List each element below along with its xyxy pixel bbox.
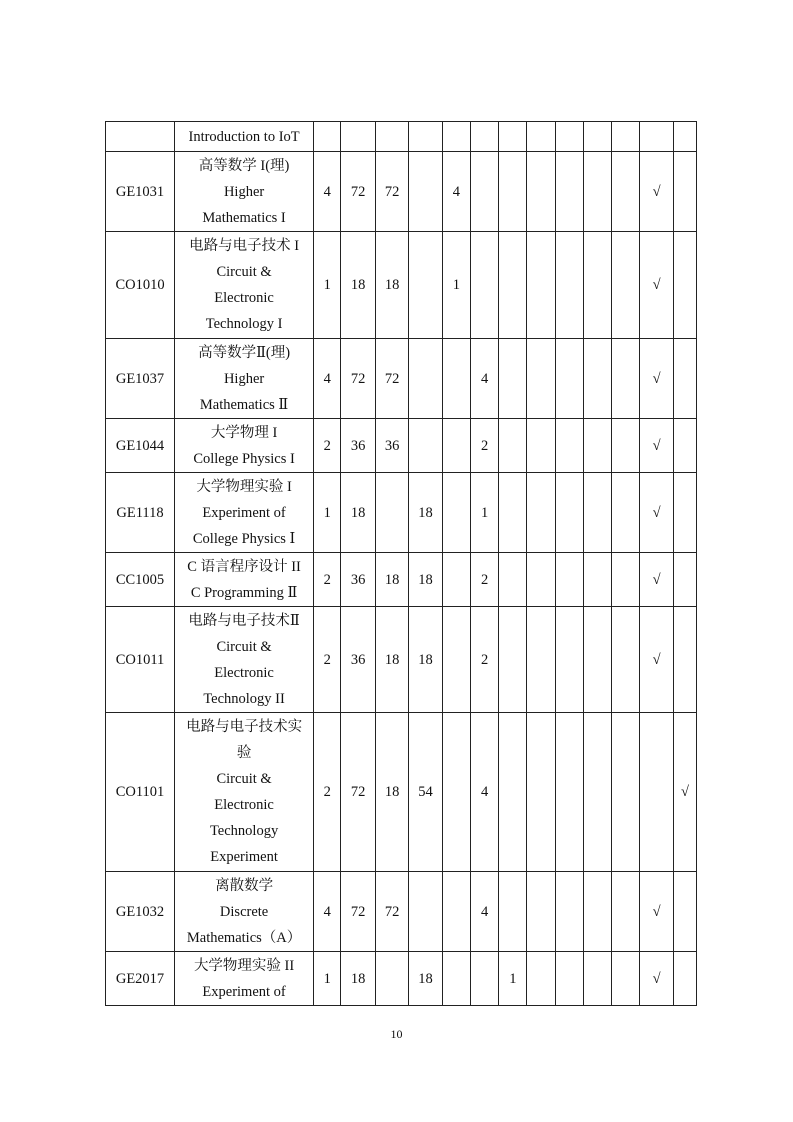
cell-hours: 36: [341, 607, 376, 713]
cell-hours: 72: [341, 152, 376, 232]
cell-empty: [583, 339, 611, 419]
cell-empty: [583, 713, 611, 872]
cell-s2: 2: [471, 607, 499, 713]
cell-empty: [555, 152, 583, 232]
cell-req: √: [640, 473, 673, 553]
cell-credit: 1: [314, 952, 341, 1006]
cell-lab: [409, 152, 442, 232]
cell-name: 大学物理实验 I Experiment of College Physics Ⅰ: [175, 473, 314, 553]
cell-credit: 4: [314, 152, 341, 232]
table-row: [106, 473, 697, 553]
cell-opt: [673, 339, 696, 419]
cell-lab: 18: [409, 952, 442, 1006]
cell-s2: 1: [471, 473, 499, 553]
cell-s1: [442, 607, 470, 713]
cell-empty: [583, 232, 611, 339]
cell-empty: [555, 872, 583, 952]
cell-s2: 2: [471, 419, 499, 473]
cell-s3: [499, 152, 527, 232]
cell-code: CO1101: [106, 713, 175, 872]
cell-req: √: [640, 232, 673, 339]
cell-empty: [555, 473, 583, 553]
cell-opt: [673, 607, 696, 713]
cell-empty: [527, 952, 555, 1006]
cell-lecture: [375, 473, 408, 553]
cell-opt: [673, 419, 696, 473]
cell-opt: [673, 952, 696, 1006]
cell-s1: [442, 872, 470, 952]
cell-req: √: [640, 339, 673, 419]
cell-empty: [583, 122, 611, 152]
cell-s1: [442, 553, 470, 607]
cell-req: √: [640, 419, 673, 473]
cell-lecture: 36: [375, 419, 408, 473]
cell-req: √: [640, 872, 673, 952]
cell-empty: [527, 872, 555, 952]
cell-code: GE2017: [106, 952, 175, 1006]
cell-lecture: 18: [375, 232, 408, 339]
cell-name: 大学物理实验 II Experiment of: [175, 952, 314, 1006]
cell-opt: [673, 473, 696, 553]
page-number: 10: [390, 1027, 403, 1041]
cell-lab: 54: [409, 713, 442, 872]
cell-opt: [673, 553, 696, 607]
cell-code: GE1032: [106, 872, 175, 952]
cell-empty: [527, 713, 555, 872]
cell-name: 高等数学Ⅱ(理) Higher Mathematics Ⅱ: [175, 339, 314, 419]
cell-opt: [673, 152, 696, 232]
cell-empty: [555, 607, 583, 713]
cell-name: C 语言程序设计 II C Programming Ⅱ: [175, 553, 314, 607]
cell-empty: [612, 473, 640, 553]
table-row: [106, 713, 697, 872]
cell-empty: [583, 607, 611, 713]
cell-s2: 4: [471, 339, 499, 419]
cell-hours: 36: [341, 419, 376, 473]
cell-name: 电路与电子技术Ⅱ Circuit & Electronic Technology II: [175, 607, 314, 713]
cell-name: 电路与电子技术实 验 Circuit & Electronic Technology Experiment: [175, 713, 314, 872]
cell-s3: [499, 713, 527, 872]
cell-lab: 18: [409, 607, 442, 713]
cell-opt: √: [673, 713, 696, 872]
cell-lecture: 72: [375, 339, 408, 419]
cell-empty: [583, 473, 611, 553]
cell-code: GE1118: [106, 473, 175, 553]
cell-empty: [583, 872, 611, 952]
table-row: [106, 872, 697, 952]
cell-empty: [612, 872, 640, 952]
cell-hours: 72: [341, 713, 376, 872]
table-row: [106, 419, 697, 473]
cell-s1: [442, 122, 470, 152]
cell-name: 大学物理 I College Physics I: [175, 419, 314, 473]
cell-name: 电路与电子技术 I Circuit & Electronic Technology I: [175, 232, 314, 339]
cell-opt: [673, 872, 696, 952]
cell-empty: [555, 122, 583, 152]
cell-hours: 18: [341, 952, 376, 1006]
table-row: [106, 122, 697, 152]
table-row: [106, 952, 697, 1006]
cell-s1: [442, 473, 470, 553]
cell-empty: [612, 607, 640, 713]
table-row: [106, 339, 697, 419]
cell-credit: 4: [314, 872, 341, 952]
cell-hours: 18: [341, 232, 376, 339]
cell-code: CO1011: [106, 607, 175, 713]
cell-credit: [314, 122, 341, 152]
cell-lecture: [375, 122, 408, 152]
cell-hours: 72: [341, 339, 376, 419]
cell-lab: [409, 122, 442, 152]
cell-empty: [612, 152, 640, 232]
cell-credit: 2: [314, 607, 341, 713]
cell-empty: [612, 952, 640, 1006]
cell-empty: [527, 473, 555, 553]
cell-lab: 18: [409, 473, 442, 553]
cell-empty: [527, 152, 555, 232]
cell-code: CO1010: [106, 232, 175, 339]
cell-req: [640, 713, 673, 872]
cell-s1: [442, 339, 470, 419]
cell-empty: [555, 339, 583, 419]
cell-empty: [583, 419, 611, 473]
cell-s3: [499, 339, 527, 419]
cell-s2: 4: [471, 713, 499, 872]
cell-s1: [442, 713, 470, 872]
cell-s2: 2: [471, 553, 499, 607]
cell-hours: 72: [341, 872, 376, 952]
cell-code: [106, 122, 175, 152]
cell-s1: 4: [442, 152, 470, 232]
cell-lab: [409, 419, 442, 473]
cell-s2: 4: [471, 872, 499, 952]
cell-empty: [527, 553, 555, 607]
cell-empty: [612, 713, 640, 872]
cell-req: √: [640, 553, 673, 607]
cell-s1: [442, 952, 470, 1006]
cell-credit: 1: [314, 473, 341, 553]
table-row: [106, 232, 697, 339]
cell-lecture: 18: [375, 713, 408, 872]
cell-empty: [527, 419, 555, 473]
cell-empty: [583, 553, 611, 607]
cell-s2: [471, 152, 499, 232]
cell-code: CC1005: [106, 553, 175, 607]
cell-empty: [583, 952, 611, 1006]
course-table: [105, 121, 697, 1006]
cell-req: [640, 122, 673, 152]
table-body: [106, 122, 697, 1006]
cell-empty: [612, 122, 640, 152]
cell-lab: [409, 339, 442, 419]
cell-req: √: [640, 152, 673, 232]
cell-credit: 2: [314, 419, 341, 473]
cell-s1: 1: [442, 232, 470, 339]
cell-empty: [527, 122, 555, 152]
cell-lab: [409, 232, 442, 339]
cell-empty: [612, 339, 640, 419]
cell-credit: 2: [314, 553, 341, 607]
cell-hours: 36: [341, 553, 376, 607]
cell-s3: [499, 122, 527, 152]
cell-hours: [341, 122, 376, 152]
cell-code: GE1037: [106, 339, 175, 419]
cell-empty: [555, 713, 583, 872]
cell-lab: 18: [409, 553, 442, 607]
cell-lab: [409, 872, 442, 952]
table-row: [106, 152, 697, 232]
cell-name: 离散数学 Discrete Mathematics（A）: [175, 872, 314, 952]
table-row: [106, 553, 697, 607]
cell-s3: [499, 473, 527, 553]
cell-s2: [471, 952, 499, 1006]
cell-empty: [583, 152, 611, 232]
cell-empty: [527, 339, 555, 419]
cell-lecture: 18: [375, 553, 408, 607]
cell-lecture: [375, 952, 408, 1006]
cell-lecture: 72: [375, 872, 408, 952]
cell-lecture: 18: [375, 607, 408, 713]
cell-credit: 4: [314, 339, 341, 419]
cell-name: 高等数学 I(理) Higher Mathematics I: [175, 152, 314, 232]
cell-empty: [527, 232, 555, 339]
cell-credit: 1: [314, 232, 341, 339]
cell-opt: [673, 232, 696, 339]
cell-s2: [471, 122, 499, 152]
cell-s3: [499, 872, 527, 952]
cell-code: GE1044: [106, 419, 175, 473]
cell-s3: [499, 553, 527, 607]
cell-credit: 2: [314, 713, 341, 872]
cell-opt: [673, 122, 696, 152]
cell-lecture: 72: [375, 152, 408, 232]
cell-s3: 1: [499, 952, 527, 1006]
cell-empty: [555, 553, 583, 607]
cell-req: √: [640, 607, 673, 713]
cell-s3: [499, 232, 527, 339]
cell-empty: [527, 607, 555, 713]
cell-code: GE1031: [106, 152, 175, 232]
cell-empty: [612, 419, 640, 473]
cell-s2: [471, 232, 499, 339]
cell-empty: [555, 232, 583, 339]
cell-hours: 18: [341, 473, 376, 553]
cell-empty: [555, 952, 583, 1006]
cell-s1: [442, 419, 470, 473]
cell-req: √: [640, 952, 673, 1006]
cell-s3: [499, 419, 527, 473]
cell-empty: [555, 419, 583, 473]
cell-empty: [612, 553, 640, 607]
cell-s3: [499, 607, 527, 713]
cell-name: Introduction to IoT: [175, 122, 314, 152]
cell-empty: [612, 232, 640, 339]
table-row: [106, 607, 697, 713]
